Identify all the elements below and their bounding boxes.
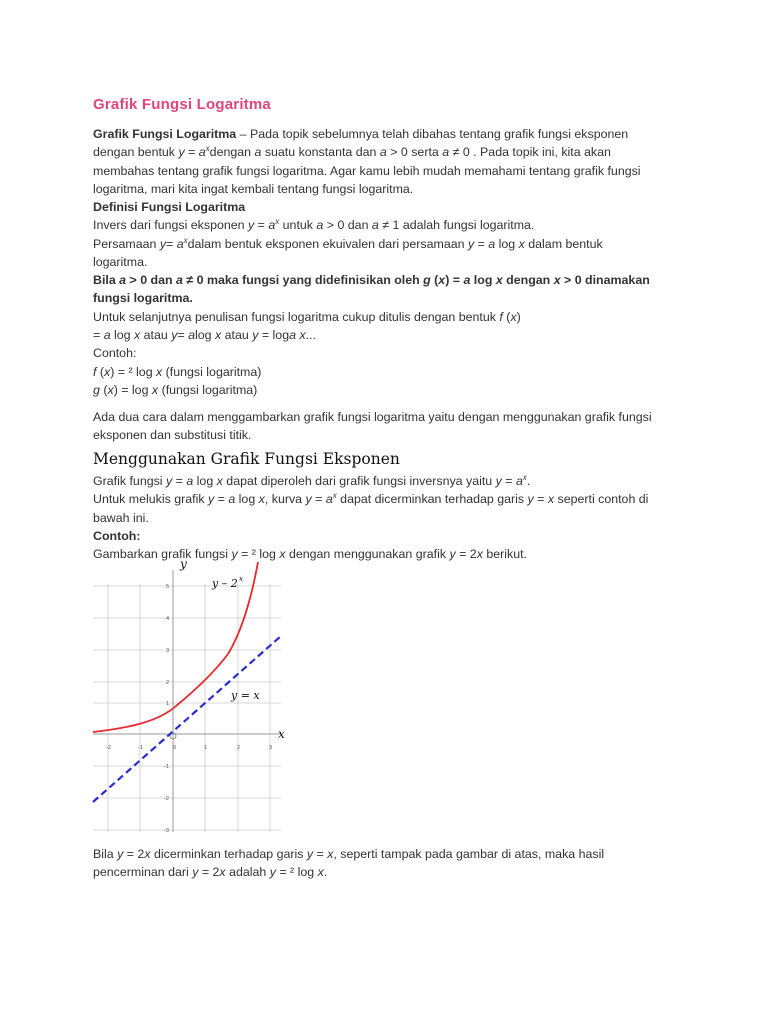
intro-text: – Pada topik sebelumnya telah dibahas tentang grafik fungsi eksponen: [236, 127, 629, 141]
section2-paragraph: [93, 472, 683, 563]
var: a: [289, 328, 296, 343]
curve-label-superscript: x: [239, 575, 243, 583]
text: seperti contoh di: [554, 492, 649, 507]
y-tick: 2: [166, 680, 170, 686]
text: fungsi logaritma.: [93, 291, 193, 306]
var: x: [299, 328, 306, 343]
x-axis-label: x: [278, 727, 285, 741]
text: berikut.: [482, 547, 527, 562]
var: a: [176, 273, 183, 288]
var: x: [317, 865, 324, 880]
text: = ² log: [275, 865, 318, 880]
x-tick: -1: [138, 745, 143, 751]
text: Ada dua cara dalam menggambarkan grafik fungsi logaritma yaitu dengan menggunakan grafik fungsi: [93, 410, 652, 424]
text: =: [474, 236, 489, 251]
var: y: [159, 236, 167, 251]
var: x: [476, 547, 483, 562]
text: log: [195, 328, 216, 343]
text: Grafik fungsi: [93, 474, 166, 488]
var: x: [144, 847, 151, 861]
x-tick: 1: [204, 745, 208, 751]
text: log: [470, 273, 496, 288]
y-tick: 1: [166, 701, 170, 707]
var: y: [269, 865, 276, 880]
var: x: [215, 328, 222, 343]
text: atau: [140, 328, 172, 343]
text: dalam bentuk eksponen ekuivalen dari persamaan: [187, 236, 468, 251]
y-tick: 3: [166, 648, 170, 654]
y-tick: 4: [166, 616, 170, 622]
text: dalam bentuk: [524, 236, 603, 251]
text: dengan menggunakan grafik: [285, 547, 450, 562]
text: log: [193, 474, 217, 488]
var: x: [151, 382, 159, 397]
intro-text: dengan bentuk: [93, 145, 179, 160]
var: x: [258, 492, 265, 507]
var: y: [305, 492, 312, 507]
var: y: [467, 236, 475, 251]
text: > 0 dan: [126, 273, 177, 288]
text: (: [99, 382, 108, 397]
var: x: [332, 491, 337, 501]
var: a: [325, 492, 333, 507]
text: bawah ini.: [93, 510, 149, 525]
var: y: [231, 547, 238, 562]
text: (: [430, 273, 439, 288]
intro-text: suatu konstanta dan: [261, 145, 380, 160]
text: = 2: [455, 547, 477, 562]
var: x: [134, 328, 141, 343]
text: ≠ 0 maka fungsi yang didefinisikan oleh: [182, 273, 424, 288]
intro-text: =: [184, 145, 199, 160]
intro-text: > 0 serta: [386, 145, 443, 160]
text: Persamaan: [93, 236, 160, 251]
text: =: [501, 474, 516, 488]
text: Bila: [93, 847, 118, 861]
var: a: [442, 145, 450, 160]
var: y: [166, 474, 173, 488]
x-tick: 3: [269, 745, 273, 751]
var: y: [178, 145, 185, 160]
y-tick: -2: [164, 796, 169, 802]
var: f: [93, 364, 97, 379]
text: logaritma.: [93, 254, 148, 269]
var: y: [306, 847, 314, 861]
text: ) = ² log: [110, 364, 157, 379]
closing-paragraph: [93, 845, 683, 882]
text: = ² log: [237, 547, 280, 562]
var: y: [208, 492, 215, 507]
text: =: [214, 492, 229, 507]
cara-paragraph: [93, 408, 683, 445]
var: g: [93, 382, 100, 397]
text: (: [96, 364, 105, 379]
var: a: [103, 328, 111, 343]
text: =: [177, 328, 189, 343]
var: x: [327, 847, 334, 861]
text: Bila: [93, 273, 120, 288]
var: x: [275, 217, 280, 227]
text: dapat dicerminkan terhadap garis: [336, 492, 528, 507]
var: y: [117, 847, 124, 861]
text: > 0 dan: [323, 218, 372, 233]
intro-text: dengan: [209, 145, 255, 160]
intro-text: logaritma, mari kita ingat kembali tentang fungsi logaritma.: [93, 181, 414, 196]
text: untuk: [279, 218, 317, 233]
text: ) = log: [113, 382, 152, 397]
text: (fungsi logaritma): [162, 364, 262, 379]
definisi-heading: Definisi Fungsi Logaritma: [93, 200, 246, 214]
text: =: [311, 492, 326, 507]
text: = 2: [198, 865, 220, 880]
var: a: [463, 273, 471, 288]
curve-label: y – 2: [212, 577, 238, 590]
var: x: [547, 492, 555, 507]
line-y-equals-x: [93, 636, 281, 802]
text: , kurva: [264, 492, 306, 507]
text: ): [516, 309, 521, 324]
text: adalah: [225, 865, 270, 880]
text: log: [235, 492, 259, 507]
text: =: [166, 236, 177, 251]
x-tick: 2: [237, 745, 241, 751]
text: (: [502, 309, 511, 324]
text: (fungsi logaritma): [158, 382, 258, 397]
var: x: [107, 382, 114, 397]
var: a: [176, 236, 184, 251]
text: ≠ 1 adalah fungsi logaritma.: [378, 218, 535, 233]
var: a: [268, 218, 276, 233]
text: atau: [221, 328, 253, 343]
text: Contoh:: [93, 346, 137, 361]
var: y: [247, 218, 255, 233]
definisi-section: [93, 198, 683, 399]
var: x: [518, 236, 525, 251]
y-tick: -1: [164, 764, 169, 770]
var: a: [488, 236, 496, 251]
text: log: [495, 236, 519, 251]
text: eksponen dan substitusi titik.: [93, 428, 252, 443]
var: a: [188, 328, 196, 343]
var: x: [216, 474, 223, 488]
line-label: y = x: [231, 689, 260, 702]
var: a: [379, 145, 387, 160]
var: x: [495, 273, 503, 288]
text: =: [93, 328, 104, 343]
var: x: [510, 309, 517, 324]
var: a: [198, 145, 206, 160]
var: x: [279, 547, 286, 562]
grid: [93, 584, 281, 832]
var: g: [423, 273, 431, 288]
var: y: [252, 328, 259, 343]
var: x: [219, 865, 226, 880]
y-axis-label: y: [180, 557, 187, 571]
var: x: [522, 472, 527, 482]
var: x: [205, 144, 210, 154]
var: a: [186, 474, 194, 488]
var: x: [104, 364, 111, 379]
text: Invers dari fungsi eksponen: [93, 218, 248, 233]
intro-paragraph: [93, 125, 683, 198]
var: a: [316, 218, 324, 233]
var: y: [495, 474, 502, 488]
x-tick: 0: [173, 745, 177, 751]
text: =: [533, 492, 548, 507]
var: y: [192, 865, 199, 880]
var: x: [156, 364, 163, 379]
text: = log: [258, 328, 290, 343]
var: y: [171, 328, 178, 343]
text: dengan: [502, 273, 554, 288]
var: a: [119, 273, 127, 288]
var: x: [438, 273, 446, 288]
text: pencerminan dari: [93, 865, 193, 880]
x-tick: -2: [106, 745, 111, 751]
var: a: [515, 474, 523, 488]
text: log: [110, 328, 135, 343]
var: a: [228, 492, 236, 507]
var: a: [254, 145, 262, 160]
y-tick: 5: [166, 584, 170, 590]
text: = 2: [123, 847, 145, 861]
text: ) =: [445, 273, 464, 288]
text: =: [313, 847, 328, 861]
text: ...: [305, 328, 316, 343]
var: x: [183, 235, 188, 245]
text: dapat diperoleh dari grafik fungsi inversnya yaitu: [222, 474, 496, 488]
text: =: [172, 474, 187, 488]
var: a: [371, 218, 379, 233]
var: y: [449, 547, 456, 562]
text: Untuk melukis grafik: [93, 492, 208, 507]
page-title: Grafik Fungsi Logaritma: [93, 96, 271, 113]
var: x: [553, 273, 561, 288]
text: .: [323, 865, 328, 880]
intro-text: ≠ 0 . Pada topik ini, kita akan: [449, 145, 611, 160]
section-heading: Menggunakan Grafik Fungsi Eksponen: [93, 450, 400, 468]
y-tick: -3: [164, 828, 169, 834]
var: y: [527, 492, 534, 507]
var: f: [499, 309, 503, 324]
text: .: [526, 474, 531, 488]
text: , seperti tampak pada gambar di atas, maka hasil: [333, 847, 605, 861]
function-graph: [88, 556, 288, 841]
text: dicerminkan terhadap garis: [150, 847, 307, 861]
text: > 0 dinamakan: [560, 273, 650, 288]
intro-bold: Grafik Fungsi Logaritma: [93, 127, 237, 141]
text: Gambarkan grafik fungsi: [93, 547, 232, 562]
text: Untuk selanjutnya penulisan fungsi logaritma cukup ditulis dengan bentuk: [93, 309, 500, 324]
text: =: [254, 218, 269, 233]
intro-text: membahas tentang grafik fungsi logaritma. Agar kamu lebih mudah memahami tentang grafik fungsi: [93, 163, 641, 178]
text: Contoh:: [93, 528, 141, 543]
